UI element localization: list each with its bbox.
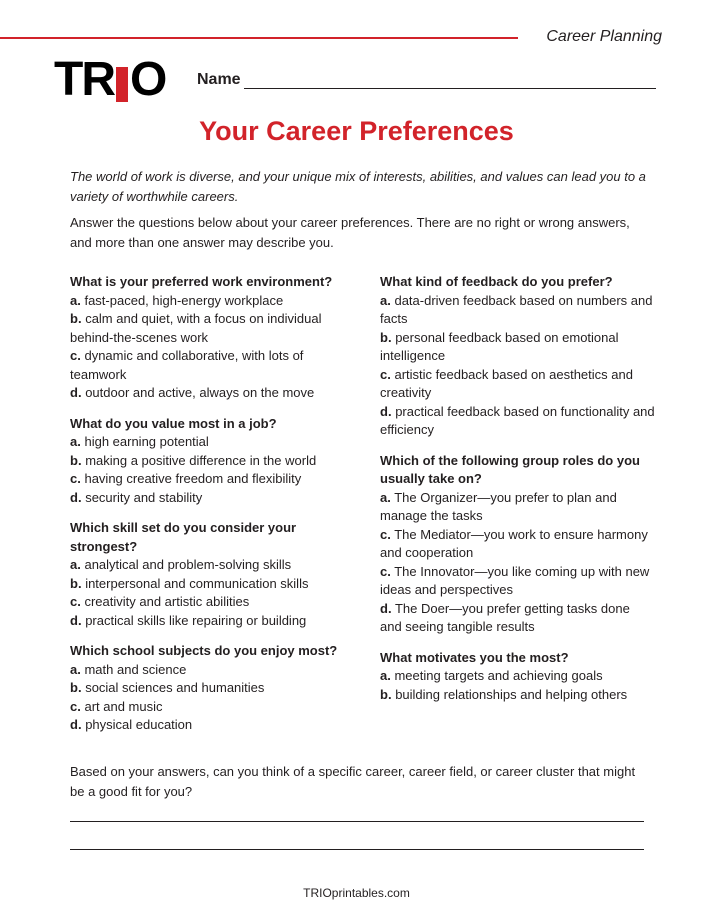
- answer-option: [70, 489, 355, 508]
- option-text: The Innovator—you like coming up with new ideas and perspectives: [380, 563, 650, 597]
- answer-option: [70, 679, 355, 698]
- answer-option: [70, 575, 355, 594]
- answer-option: [380, 526, 655, 563]
- option-letter: c.: [70, 348, 81, 363]
- option-letter: d.: [70, 717, 82, 732]
- right-question-column: [380, 273, 655, 716]
- option-letter: a.: [70, 661, 81, 677]
- answer-option: [70, 612, 355, 631]
- answer-option: [380, 563, 655, 600]
- answer-option: [380, 667, 655, 686]
- option-text: analytical and problem-solving skills: [84, 557, 292, 572]
- question-block: [70, 642, 355, 735]
- question-heading: Which skill set do you consider your strongest?: [70, 520, 297, 554]
- option-letter: b.: [70, 575, 82, 591]
- option-letter: b.: [380, 686, 392, 702]
- answer-option: [70, 452, 355, 471]
- answer-option: [70, 661, 355, 680]
- option-letter: c.: [70, 698, 81, 714]
- question-heading: What do you value most in a job?: [70, 415, 277, 431]
- option-text: practical skills like repairing or building: [85, 612, 307, 628]
- logo-red-bar: [116, 67, 128, 102]
- answer-line-2[interactable]: [70, 849, 644, 850]
- question-block: [70, 519, 355, 630]
- answer-option: [380, 329, 655, 366]
- question-block: [70, 415, 355, 508]
- option-text: dynamic and collaborative, with lots of teamwork: [70, 348, 304, 382]
- answer-option: [380, 366, 655, 403]
- option-text: data-driven feedback based on numbers and facts: [380, 292, 653, 326]
- answer-option: [70, 698, 355, 717]
- answer-option: [70, 347, 355, 384]
- category-label: Career Planning: [546, 28, 662, 45]
- option-text: building relationships and helping others: [395, 686, 628, 702]
- option-text: art and music: [84, 698, 163, 714]
- option-letter: a.: [70, 434, 81, 449]
- option-text: practical feedback based on functionality and efficiency: [380, 403, 655, 437]
- question-block: [380, 649, 655, 705]
- header-rule: [0, 37, 518, 39]
- question-heading: Which of the following group roles do you usually take on?: [380, 452, 640, 486]
- option-letter: d.: [70, 385, 82, 400]
- option-letter: a.: [380, 292, 391, 308]
- option-letter: c.: [380, 563, 391, 579]
- option-text: physical education: [85, 717, 193, 732]
- option-letter: d.: [380, 403, 392, 419]
- question-heading: Which school subjects do you enjoy most?: [70, 643, 338, 658]
- left-question-column: [70, 273, 355, 747]
- question-block: [70, 273, 355, 403]
- trio-logo: TR O: [54, 53, 166, 106]
- instructions-text: Answer the questions below about your career preferences. There are no right or wrong answers, and more than one answer may describe you.: [70, 215, 630, 250]
- question-heading: What kind of feedback do you prefer?: [380, 274, 613, 289]
- option-letter: b.: [380, 329, 392, 345]
- option-letter: a.: [70, 292, 81, 308]
- answer-option: [70, 556, 355, 575]
- answer-option: [70, 470, 355, 489]
- option-text: high earning potential: [84, 434, 209, 449]
- option-letter: a.: [70, 557, 81, 572]
- answer-option: [380, 600, 655, 637]
- option-text: The Doer—you prefer getting tasks done and seeing tangible results: [380, 600, 630, 634]
- option-letter: d.: [70, 612, 82, 628]
- question-heading: What is your preferred work environment?: [70, 274, 333, 289]
- option-letter: b.: [70, 452, 82, 468]
- option-letter: d.: [70, 489, 82, 505]
- option-text: personal feedback based on emotional intelligence: [380, 329, 619, 363]
- answer-option: [380, 403, 655, 440]
- option-text: making a positive difference in the world: [85, 452, 317, 468]
- option-letter: d.: [380, 600, 392, 616]
- answer-option: [70, 433, 355, 452]
- question-heading: What motivates you the most?: [380, 649, 569, 665]
- closing-question: Based on your answers, can you think of a specific career, career field, or career cluster that might be a good fit for you?: [70, 764, 636, 799]
- option-letter: b.: [70, 311, 82, 326]
- option-letter: a.: [380, 668, 391, 683]
- option-text: The Organizer—you prefer to plan and manage the tasks: [380, 489, 617, 523]
- option-text: calm and quiet, with a focus on individual behind-the-scenes work: [70, 311, 322, 345]
- answer-option: [70, 292, 355, 311]
- name-label: Name: [197, 71, 241, 88]
- option-text: fast-paced, high-energy workplace: [84, 292, 284, 308]
- option-text: having creative freedom and flexibility: [84, 471, 302, 486]
- answer-option: [70, 310, 355, 347]
- answer-option: [380, 686, 655, 705]
- option-letter: c.: [70, 471, 81, 486]
- option-letter: a.: [380, 489, 391, 505]
- question-block: [380, 273, 655, 440]
- option-text: artistic feedback based on aesthetics and creativity: [380, 366, 633, 400]
- answer-option: [380, 292, 655, 329]
- option-text: creativity and artistic abilities: [84, 594, 250, 609]
- option-text: outdoor and active, always on the move: [85, 385, 315, 400]
- option-text: social sciences and humanities: [85, 680, 265, 695]
- option-text: interpersonal and communication skills: [85, 575, 309, 591]
- option-letter: b.: [70, 680, 82, 695]
- option-letter: c.: [380, 526, 391, 542]
- page-title: Your Career Preferences: [199, 116, 514, 146]
- option-letter: c.: [70, 594, 81, 609]
- option-letter: c.: [380, 366, 391, 382]
- intro-text: The world of work is diverse, and your unique mix of interests, abilities, and values can lead you to a variety of worthwhile careers.: [70, 169, 646, 204]
- option-text: security and stability: [85, 489, 203, 505]
- question-block: [380, 452, 655, 637]
- footer-url: TRIOprintables.com: [303, 886, 410, 900]
- option-text: meeting targets and achieving goals: [394, 668, 603, 683]
- answer-line-1[interactable]: [70, 821, 644, 822]
- answer-option: [70, 384, 355, 403]
- option-text: The Mediator—you work to ensure harmony and cooperation: [380, 526, 648, 560]
- answer-option: [70, 716, 355, 735]
- option-text: math and science: [84, 661, 187, 677]
- name-field-line[interactable]: [244, 88, 656, 89]
- answer-option: [380, 489, 655, 526]
- answer-option: [70, 593, 355, 612]
